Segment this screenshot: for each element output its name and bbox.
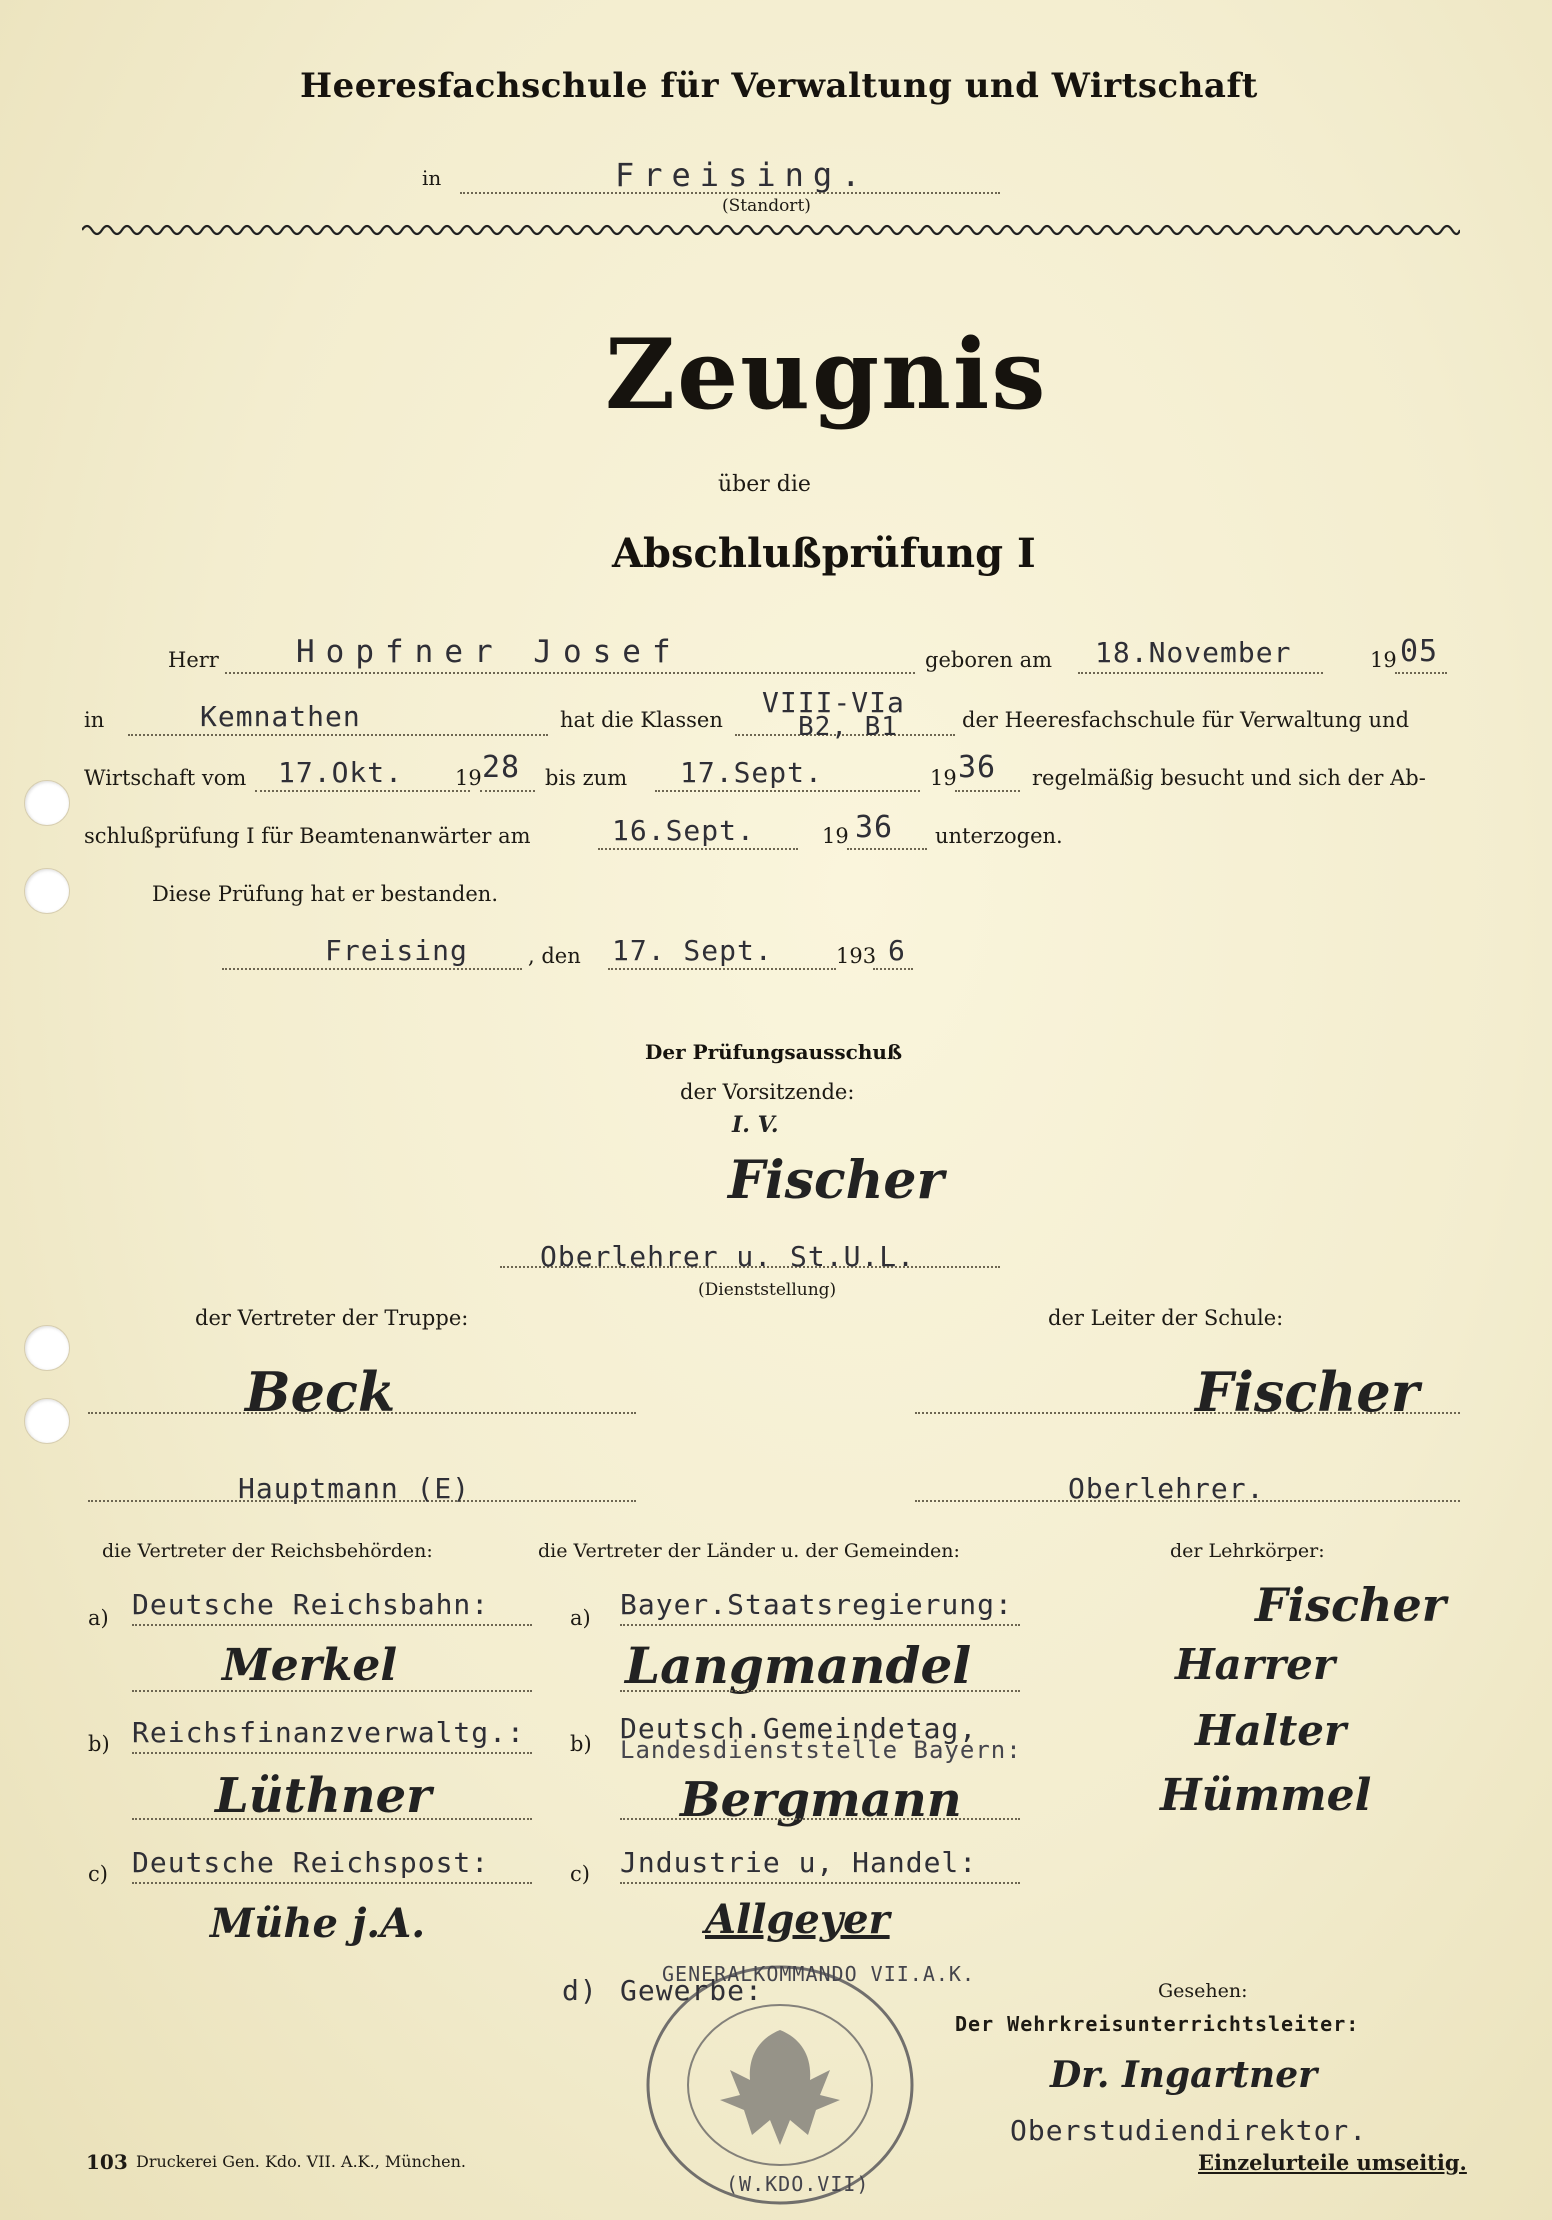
teacher-signature: Fischer <box>1255 1578 1446 1632</box>
location-in-label: in <box>422 166 442 190</box>
troop-signature: Beck <box>245 1360 396 1424</box>
exam-suffix: unterzogen. <box>935 824 1063 848</box>
laender-c-letter: c) <box>570 1862 590 1886</box>
printer-imprint: Druckerei Gen. Kdo. VII. A.K., München. <box>136 2152 467 2171</box>
laender-d-org: Gewerbe: <box>620 1974 763 2007</box>
chair-signature: Fischer <box>728 1150 944 1211</box>
issue-date: 17. Sept. <box>612 934 773 967</box>
teacher-signature: Hümmel <box>1160 1770 1372 1821</box>
laender-a-org: Bayer.Staatsregierung: <box>620 1588 1013 1621</box>
head-signature: Fischer <box>1195 1360 1420 1424</box>
passed-statement: Diese Prüfung hat er bestanden. <box>152 882 498 906</box>
reich-a-signature: Merkel <box>222 1640 398 1691</box>
position-caption: (Dienststellung) <box>698 1280 837 1300</box>
reich-c-org: Deutsche Reichspost: <box>132 1846 490 1879</box>
approval-title: Oberstudiendirektor. <box>1010 2114 1368 2147</box>
troop-rank: Hauptmann (E) <box>238 1472 471 1505</box>
chair-label: der Vorsitzende: <box>680 1080 855 1104</box>
punch-hole <box>24 780 70 826</box>
school-label-cont: Wirtschaft vom <box>84 766 247 790</box>
issue-year: 6 <box>888 934 906 967</box>
seen-label: Gesehen: <box>1158 1980 1248 2002</box>
herr-label: Herr <box>168 648 219 672</box>
laender-d-letter: d) <box>562 1974 598 2007</box>
exam-title: Abschlußprüfung I <box>612 530 1036 577</box>
approval-label: Der Wehrkreisunterrichtsleiter: <box>955 2012 1360 2036</box>
laender-label: die Vertreter der Länder u. der Gemeinden: <box>538 1540 960 1562</box>
teachers-label: der Lehrkörper: <box>1170 1540 1325 1562</box>
punch-hole <box>24 868 70 914</box>
exam-date: 16.Sept. <box>612 814 755 847</box>
school-label: der Heeresfachschule für Verwaltung und <box>962 708 1410 732</box>
attend-label: regelmäßig besucht und sich der Ab- <box>1032 766 1426 790</box>
reich-b-org: Reichsfinanzverwaltg.: <box>132 1716 525 1749</box>
official-stamp <box>640 1960 975 2210</box>
head-rank: Oberlehrer. <box>1068 1472 1265 1505</box>
reich-b-signature: Lüthner <box>215 1768 432 1824</box>
stamp-subtext: (W.KDO.VII) <box>726 2172 870 2196</box>
reich-c-letter: c) <box>88 1862 108 1886</box>
classes-line2: B2, B1 <box>798 712 898 742</box>
laender-b-org2: Landesdienststelle Bayern: <box>620 1736 1022 1764</box>
location-caption: (Standort) <box>722 196 811 216</box>
school-header: Heeresfachschule für Verwaltung und Wirtschaft <box>300 66 1258 106</box>
exam-label: schlußprüfung I für Beamtenanwärter am <box>84 824 531 848</box>
reich-a-org: Deutsche Reichsbahn: <box>132 1588 490 1621</box>
teacher-signature: Harrer <box>1175 1640 1336 1689</box>
until-label: bis zum <box>545 766 628 790</box>
birth-year: 05 <box>1400 634 1439 669</box>
issue-century: 193 <box>836 944 877 968</box>
from-year: 28 <box>482 750 521 785</box>
head-label: der Leiter der Schule: <box>1048 1306 1284 1330</box>
laender-b-signature: Bergmann <box>680 1772 962 1828</box>
birth-date: 18.November <box>1095 636 1292 669</box>
from-century: 19 <box>455 766 482 790</box>
punch-hole <box>24 1398 70 1444</box>
laender-a-letter: a) <box>570 1606 591 1630</box>
birth-century: 19 <box>1370 648 1397 672</box>
classes-label: hat die Klassen <box>560 708 723 732</box>
exam-century: 19 <box>822 824 849 848</box>
troop-label: der Vertreter der Truppe: <box>195 1306 469 1330</box>
birthplace: Kemnathen <box>200 700 361 733</box>
exam-year: 36 <box>855 810 894 845</box>
from-date: 17.Okt. <box>278 756 404 789</box>
teacher-signature: Halter <box>1195 1706 1347 1755</box>
chair-position: Oberlehrer u. St.U.L. <box>540 1240 916 1273</box>
born-label: geboren am <box>925 648 1053 672</box>
reich-label: die Vertreter der Reichsbehörden: <box>102 1540 433 1562</box>
person-name: Hopfner Josef <box>296 634 682 670</box>
laender-b-org: Deutsch.Gemeindetag, <box>620 1712 978 1745</box>
form-number: 103 <box>86 2150 128 2174</box>
den-label: , den <box>528 944 581 968</box>
laender-a-signature: Langmandel <box>625 1636 972 1695</box>
issue-place: Freising <box>325 934 468 967</box>
classes-line1: VIII-VIa <box>762 686 905 719</box>
reich-a-letter: a) <box>88 1606 109 1630</box>
birthplace-in-label: in <box>84 708 105 732</box>
reich-c-signature: Mühe j.A. <box>210 1900 426 1947</box>
laender-c-org: Jndustrie u, Handel: <box>620 1846 978 1879</box>
laender-c-signature: Allgeyer <box>705 1896 890 1943</box>
title-sub: über die <box>718 472 811 497</box>
chair-iv: I. V. <box>732 1112 779 1138</box>
wavy-divider <box>82 222 1460 238</box>
punch-hole <box>24 1325 70 1371</box>
stamp-text: GENERALKOMMANDO VII.A.K. <box>662 1962 975 1986</box>
document-title: Zeugnis <box>605 318 1048 431</box>
approval-signature: Dr. Ingartner <box>1050 2054 1318 2096</box>
committee-heading: Der Prüfungsausschuß <box>645 1040 903 1064</box>
location-value: Freising. <box>615 156 870 194</box>
until-date: 17.Sept. <box>680 756 823 789</box>
laender-b-letter: b) <box>570 1732 592 1756</box>
reich-b-letter: b) <box>88 1732 110 1756</box>
until-century: 19 <box>930 766 957 790</box>
until-year: 36 <box>958 750 997 785</box>
separate-grades-note: Einzelurteile umseitig. <box>1198 2150 1467 2175</box>
